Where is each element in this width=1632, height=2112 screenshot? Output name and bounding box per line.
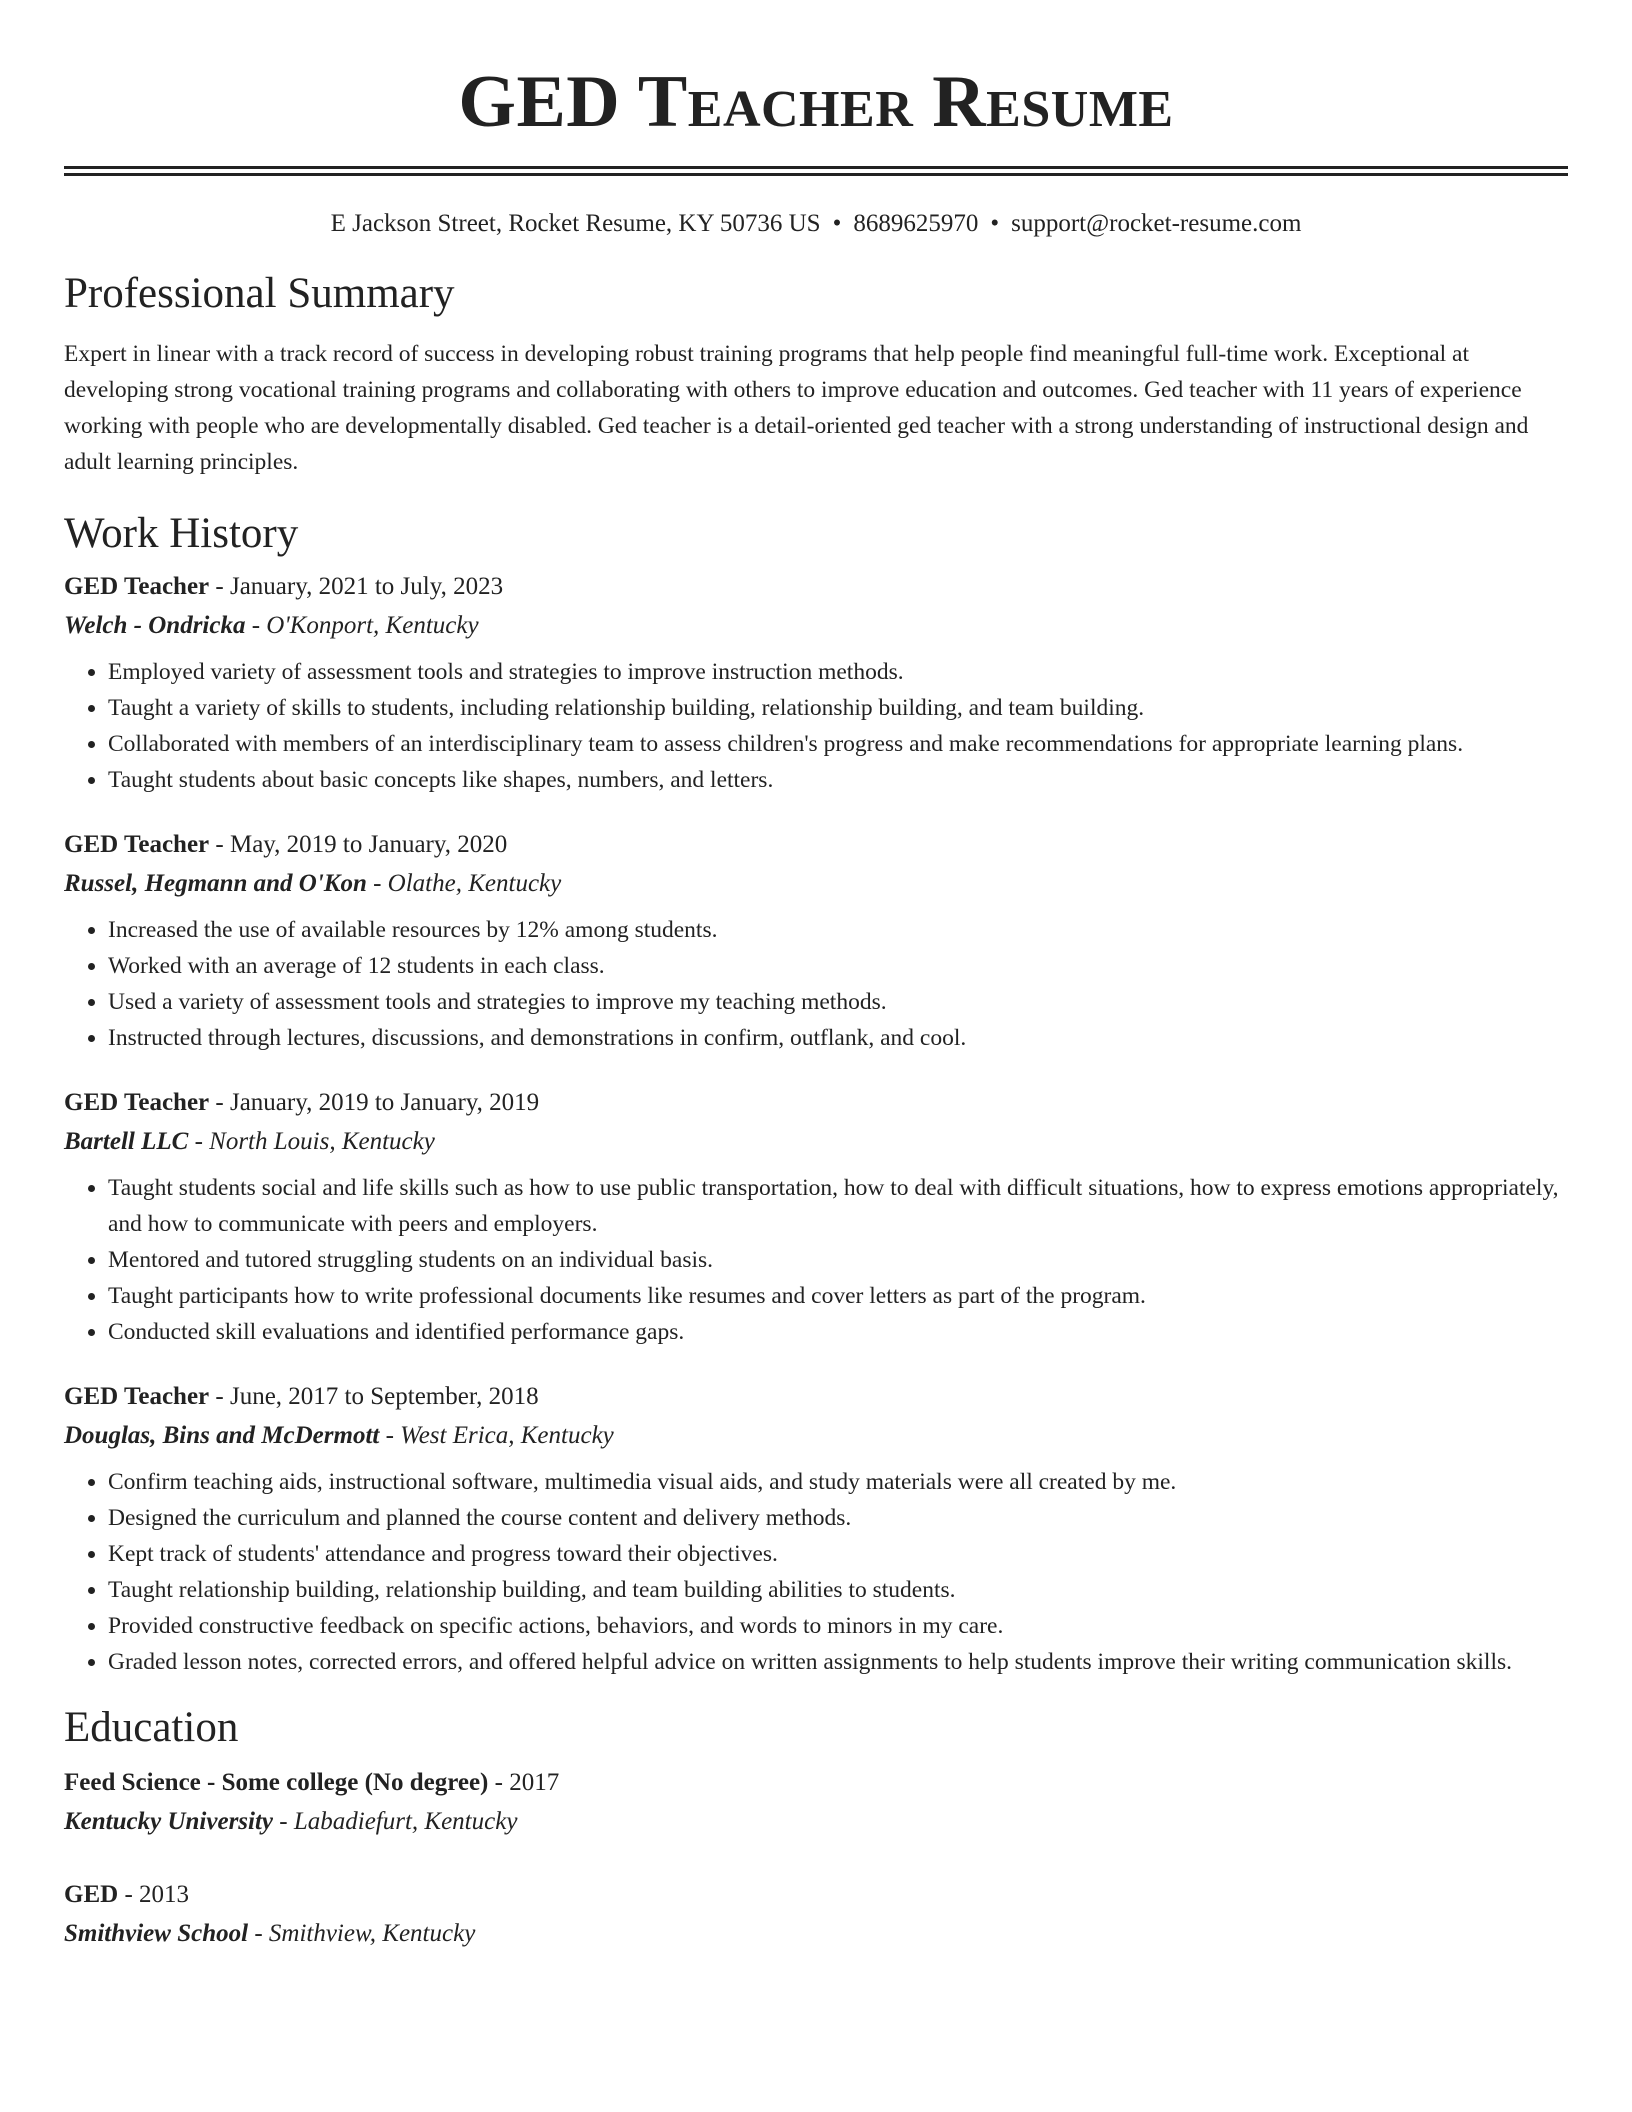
job-bullet: • Instructed through lectures, discussions, and demonstrations in confirm, outflank, and cool. bbox=[108, 1020, 1568, 1056]
job-bullet: • Mentored and tutored struggling students on an individual basis. bbox=[108, 1242, 1568, 1278]
job-location: - North Louis, Kentucky bbox=[188, 1128, 435, 1155]
summary-text: Expert in linear with a track record of success in developing robust training programs that help people find meaningful full-time work. Exceptional at developing strong vocational training programs and collaborating with others to improve education and outcomes. Ged teacher with 11 years of experience working with people who are developmentally disabled. Ged teacher is a detail-oriented ged teacher with a strong understanding of instructional design and adult learning principles. bbox=[64, 341, 1529, 475]
job-bullet: • Worked with an average of 12 students in each class. bbox=[108, 948, 1568, 984]
job-title: GED Teacher bbox=[64, 1383, 210, 1410]
job-entry bbox=[64, 1084, 1568, 1350]
contact-separator: • bbox=[990, 210, 1000, 237]
job-header bbox=[64, 1084, 1568, 1122]
education-entry bbox=[64, 1876, 1568, 1954]
job-bullet: • Kept track of students' attendance and progress toward their objectives. bbox=[108, 1536, 1568, 1572]
job-bullets bbox=[64, 912, 1568, 1056]
job-header bbox=[64, 826, 1568, 864]
job-bullet: • Collaborated with members of an interdisciplinary team to assess children's progress and make recommendations for appropriate learning plans. bbox=[108, 726, 1568, 762]
education-entry bbox=[64, 1764, 1568, 1842]
education-header bbox=[64, 1764, 1568, 1802]
contact-address: E Jackson Street, Rocket Resume, KY 50736 US bbox=[330, 210, 821, 237]
education-location: - Smithview, Kentucky bbox=[248, 1920, 476, 1947]
job-dates: - May, 2019 to January, 2020 bbox=[209, 831, 508, 858]
job-bullets bbox=[64, 1464, 1568, 1680]
title-double-rule bbox=[64, 166, 1568, 176]
job-location: - O'Konport, Kentucky bbox=[245, 612, 479, 639]
job-bullet: • Taught students about basic concepts like shapes, numbers, and letters. bbox=[108, 762, 1568, 798]
education-degree: GED bbox=[64, 1881, 119, 1908]
job-location: - Olathe, Kentucky bbox=[366, 870, 562, 897]
job-employer-line bbox=[64, 1416, 1568, 1456]
job-employer-line bbox=[64, 606, 1568, 646]
work-history-heading: Work History bbox=[64, 510, 299, 557]
contact-line bbox=[64, 206, 1568, 242]
contact-email: support@rocket-resume.com bbox=[1011, 210, 1302, 237]
resume-title: GED Teacher Resume bbox=[458, 61, 1174, 143]
job-bullet: • Conducted skill evaluations and identified performance gaps. bbox=[108, 1314, 1568, 1350]
education-school-line bbox=[64, 1914, 1568, 1954]
job-entry bbox=[64, 1378, 1568, 1680]
education-heading: Education bbox=[64, 1704, 239, 1751]
job-dates: - January, 2021 to July, 2023 bbox=[209, 573, 504, 600]
job-bullets bbox=[64, 1170, 1568, 1350]
job-bullet: • Provided constructive feedback on specific actions, behaviors, and words to minors in my care. bbox=[108, 1608, 1568, 1644]
job-employer-line bbox=[64, 1122, 1568, 1162]
job-bullet: • Taught relationship building, relationship building, and team building abilities to students. bbox=[108, 1572, 1568, 1608]
education-school: Smithview School bbox=[64, 1920, 249, 1947]
education-year: - 2017 bbox=[488, 1769, 560, 1796]
job-bullet: • Graded lesson notes, corrected errors, and offered helpful advice on written assignments to help students improve their writing communication skills. bbox=[108, 1644, 1568, 1680]
education-degree: Feed Science - Some college (No degree) bbox=[64, 1769, 489, 1796]
job-bullet: • Taught a variety of skills to students, including relationship building, relationship building, and team building. bbox=[108, 690, 1568, 726]
job-dates: - June, 2017 to September, 2018 bbox=[209, 1383, 539, 1410]
job-header bbox=[64, 568, 1568, 606]
education-year: - 2013 bbox=[118, 1881, 190, 1908]
job-bullet: • Increased the use of available resources by 12% among students. bbox=[108, 912, 1568, 948]
job-employer-line bbox=[64, 864, 1568, 904]
job-title: GED Teacher bbox=[64, 573, 210, 600]
job-bullet: • Taught participants how to write professional documents like resumes and cover letters as part of the program. bbox=[108, 1278, 1568, 1314]
contact-phone: 8689625970 bbox=[853, 210, 979, 237]
job-employer: Russel, Hegmann and O'Kon bbox=[64, 870, 367, 897]
job-dates: - January, 2019 to January, 2019 bbox=[209, 1089, 540, 1116]
job-bullets bbox=[64, 654, 1568, 798]
job-title: GED Teacher bbox=[64, 831, 210, 858]
job-title: GED Teacher bbox=[64, 1089, 210, 1116]
job-header bbox=[64, 1378, 1568, 1416]
job-employer: Douglas, Bins and McDermott bbox=[64, 1422, 380, 1449]
job-bullet: • Designed the curriculum and planned the course content and delivery methods. bbox=[108, 1500, 1568, 1536]
job-bullet: • Taught students social and life skills such as how to use public transportation, how to deal with difficult situations, how to express emotions appropriately, and how to communicate with peers and employers. bbox=[108, 1170, 1568, 1242]
job-entry bbox=[64, 826, 1568, 1056]
job-bullet: • Confirm teaching aids, instructional software, multimedia visual aids, and study materials were all created by me. bbox=[108, 1464, 1568, 1500]
education-location: - Labadiefurt, Kentucky bbox=[273, 1808, 518, 1835]
contact-separator: • bbox=[832, 210, 842, 237]
job-employer: Welch - Ondricka bbox=[64, 612, 246, 639]
job-bullet: • Employed variety of assessment tools and strategies to improve instruction methods. bbox=[108, 654, 1568, 690]
education-school: Kentucky University bbox=[64, 1808, 274, 1835]
summary-heading: Professional Summary bbox=[64, 270, 455, 317]
job-entry bbox=[64, 568, 1568, 798]
education-school-line bbox=[64, 1802, 1568, 1842]
job-location: - West Erica, Kentucky bbox=[379, 1422, 614, 1449]
education-header bbox=[64, 1876, 1568, 1914]
job-bullet: • Used a variety of assessment tools and strategies to improve my teaching methods. bbox=[108, 984, 1568, 1020]
job-employer: Bartell LLC bbox=[64, 1128, 189, 1155]
